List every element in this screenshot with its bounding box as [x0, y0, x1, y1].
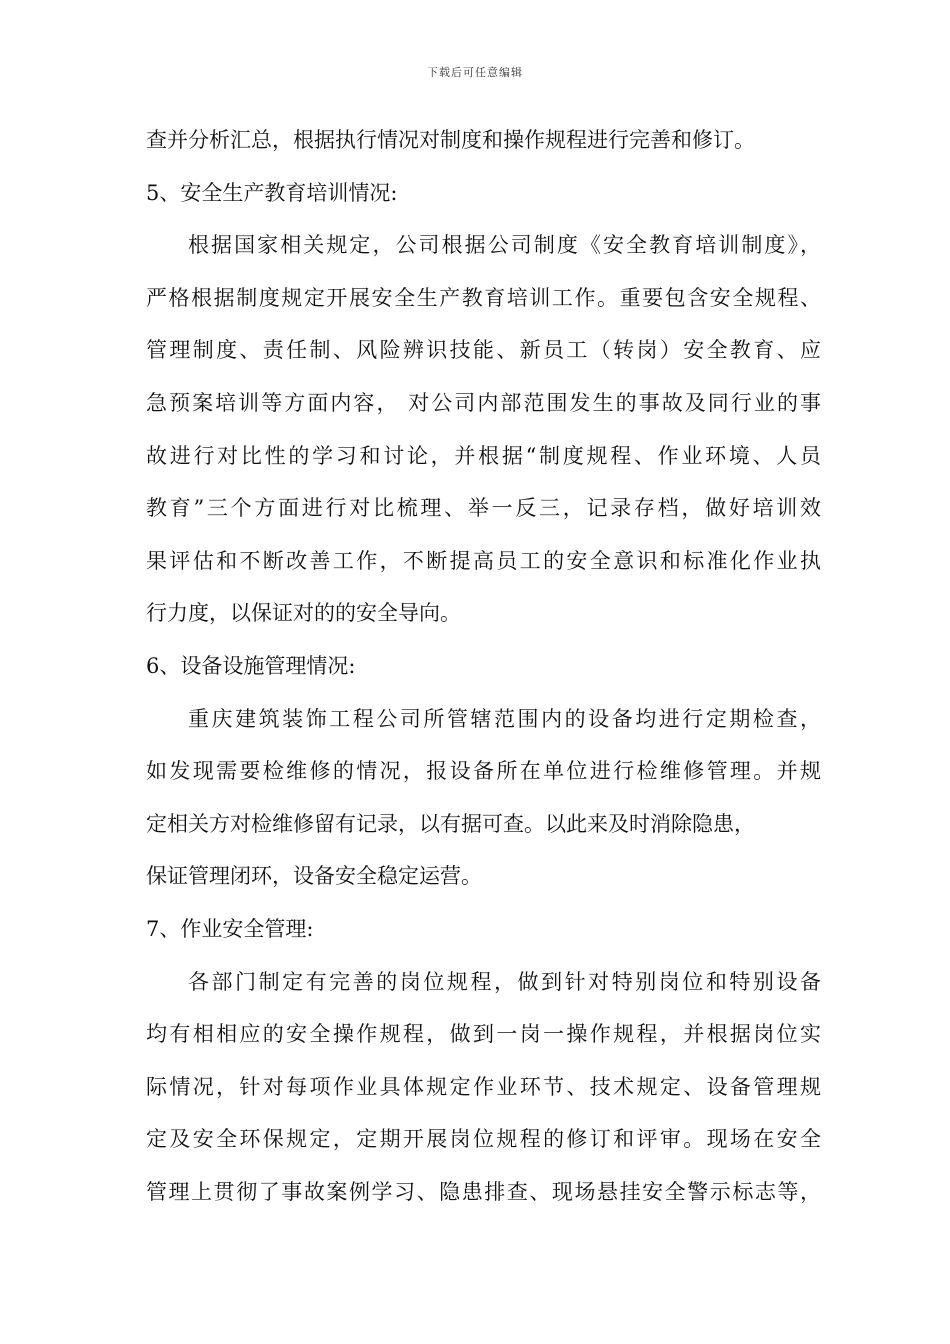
text-line: 均有相相应的安全操作规程，做到一岗一操作规程，并根据岗位实	[146, 1022, 821, 1047]
text-line: 教育”三个方面进行对比梳理、举一反三，记录存档，做好培训效	[146, 496, 821, 521]
text-line: 急预案培训等方面内容， 对公司内部范围发生的事故及同行业的事	[146, 390, 821, 415]
page-header: 下载后可任意编辑	[427, 66, 523, 79]
text-line: 根据国家相关规定，公司根据公司制度《安全教育培训制度》，	[188, 233, 821, 258]
text-line: 6、设备设施管理情况:	[146, 653, 356, 678]
text-line: 保证管理闭环，设备安全稳定运营。	[146, 864, 482, 889]
text-line: 7、作业安全管理:	[146, 916, 314, 941]
document-body	[146, 114, 821, 1218]
text-line: 如发现需要检维修的情况，报设备所在单位进行检维修管理。并规	[146, 759, 821, 784]
text-line: 定及安全环保规定，定期开展岗位规程的修订和评审。现场在安全	[146, 1127, 821, 1152]
text-line: 行力度，以保证对的的安全导向。	[146, 601, 461, 626]
text-line: 5、安全生产教育培训情况:	[146, 180, 398, 205]
text-line: 故进行对比性的学习和讨论，并根据“制度规程、作业环境、人员	[146, 443, 821, 468]
text-line: 定相关方对检维修留有记录，以有据可查。以此来及时消除隐患，	[146, 811, 755, 836]
text-line: 查并分析汇总，根据执行情况对制度和操作规程进行完善和修订。	[146, 128, 755, 152]
text-line: 各部门制定有完善的岗位规程，做到针对特别岗位和特别设备	[188, 969, 821, 994]
text-line: 果评估和不断改善工作，不断提高员工的安全意识和标准化作业执	[146, 548, 821, 573]
text-line: 重庆建筑装饰工程公司所管辖范围内的设备均进行定期检查，	[188, 706, 821, 731]
text-line: 管理制度、责任制、风险辨识技能、新员工（转岗）安全教育、应	[146, 338, 821, 363]
text-line: 际情况，针对每项作业具体规定作业环节、技术规定、设备管理规	[146, 1074, 821, 1099]
text-line: 严格根据制度规定开展安全生产教育培训工作。重要包含安全规程、	[146, 285, 821, 310]
text-line: 管理上贯彻了事故案例学习、隐患排查、现场悬挂安全警示标志等，	[146, 1179, 821, 1204]
